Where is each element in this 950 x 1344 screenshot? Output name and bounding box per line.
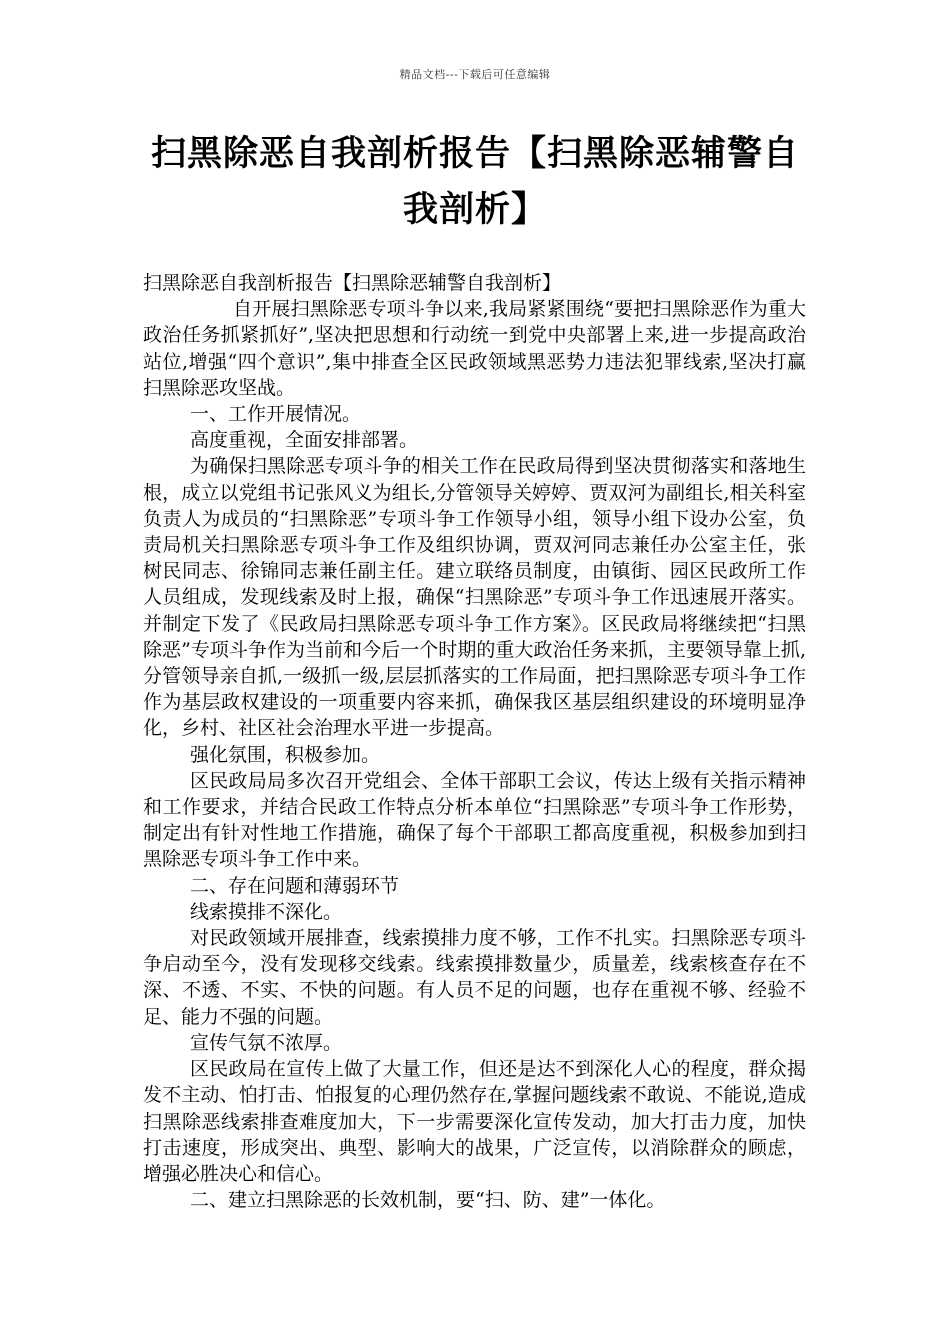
- section-heading: 二、建立扫黑除恶的长效机制，要“扫、防、建”一体化。: [190, 1189, 666, 1212]
- subsection-heading: 强化氛围，积极参加。: [190, 743, 381, 766]
- section-heading: 一、工作开展情况。: [190, 403, 362, 426]
- subsection-heading: 宣传气氛不浓厚。: [190, 1031, 343, 1054]
- document-body: [143, 270, 806, 1213]
- body-paragraph: 区民政局在宣传上做了大量工作，但还是达不到深化人心的程度，群众揭发不主动、怕打击、怕报复的心理仍然存在,掌握问题线索不敢说、不能说,造成扫黑除恶线索排查难度加大，下一步需要深化宣传发动，加大打击力度，加快打击速度，形成突出、典型、影响大的战果，广泛宣传，以消除群众的顾虑，增强必胜决心和信心。: [143, 1058, 806, 1185]
- subtitle-paragraph: 扫黑除恶自我剖析报告【扫黑除恶辅警自我剖析】: [143, 272, 562, 294]
- body-paragraph: 对民政领域开展排查，线索摸排力度不够，工作不扎实。扫黑除恶专项斗争启动至今，没有发现移交线索。线索摸排数量少，质量差，线索核查存在不深、不透、不实、不快的问题。有人员不足的问题，也存在重视不够、经验不足、能力不强的问题。: [143, 927, 806, 1028]
- subsection-heading: 高度重视，全面安排部署。: [190, 429, 419, 452]
- subsection-heading: 线索摸排不深化。: [190, 900, 343, 923]
- body-paragraph: 区民政局局多次召开党组会、全体干部职工会议，传达上级有关指示精神和工作要求，并结合民政工作特点分析本单位“扫黑除恶”专项斗争工作形势，制定出有针对性地工作措施，确保了每个干部职工都高度重视，积极参加到扫黑除恶专项斗争工作中来。: [143, 769, 806, 871]
- section-heading: 二、存在问题和薄弱环节: [190, 874, 400, 897]
- header-note: 精品文档---下载后可任意编辑: [399, 68, 551, 81]
- body-paragraph: 为确保扫黑除恶专项斗争的相关工作在民政局得到坚决贯彻落实和落地生根，成立以党组书记张风义为组长,分管领导关婷婷、贾双河为副组长,相关科室负责人为成员的“扫黑除恶”专项斗争工作领导小组，领导小组下设办公室，负责局机关扫黑除恶专项斗争工作及组织协调，贾双河同志兼任办公室主任，张树民同志、徐锦同志兼任副主任。建立联络员制度，由镇街、园区民政所工作人员组成，发现线索及时上报，确保“扫黑除恶”专项斗争工作迅速展开落实。并制定下发了《民政局扫黑除恶专项斗争工作方案》。区民政局将继续把“扫黑除恶”专项斗争作为当前和今后一个时期的重大政治任务来抓，主要领导靠上抓,分管领导亲自抓,一级抓一级,层层抓落实的工作局面，把扫黑除恶专项斗争工作作为基层政权建设的一项重要内容来抓，确保我区基层组织建设的环境明显净化，乡村、社区社会治理水平进一步提高。: [143, 455, 806, 740]
- intro-paragraph: 自开展扫黑除恶专项斗争以来,我局紧紧围绕“要把扫黑除恶作为重大政治任务抓紧抓好”,坚决把思想和行动统一到党中央部署上来,进一步提高政治站位,增强“四个意识”,集中排查全区民政领域黑恶势力违法犯罪线索,坚决打赢扫黑除恶攻坚战。: [143, 298, 806, 399]
- document-title: 扫黑除恶自我剖析报告【扫黑除恶辅警自我剖析】: [150, 133, 799, 230]
